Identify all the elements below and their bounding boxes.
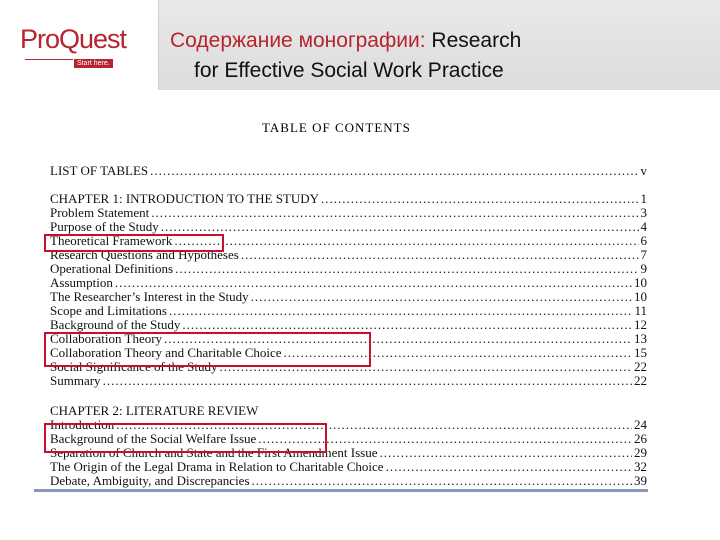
toc-entry-title: LIST OF TABLES <box>50 163 149 178</box>
toc-entry-title: Theoretical Framework <box>50 233 173 248</box>
toc-heading: TABLE OF CONTENTS <box>262 120 411 135</box>
toc-leader-dots <box>175 262 638 275</box>
toc-leader-dots <box>379 446 632 459</box>
logo-divider <box>25 59 73 60</box>
toc-entry-title: Operational Definitions <box>50 261 174 276</box>
toc-entry-page: 32 <box>634 459 647 474</box>
toc-leader-dots <box>151 206 638 219</box>
toc-entry-page: 15 <box>634 345 647 360</box>
toc-entry-title: Introduction <box>50 417 115 432</box>
toc-entry-page: 3 <box>640 205 647 220</box>
highlight-box <box>44 332 371 367</box>
toc-leader-dots <box>103 374 632 387</box>
toc-entry-title: Debate, Ambiguity, and Discrepancies <box>50 473 250 488</box>
toc-leader-dots <box>182 318 632 331</box>
toc-entry <box>50 460 647 473</box>
toc-entry-page: 29 <box>634 445 647 460</box>
toc-entry-title: Collaboration Theory <box>50 331 163 346</box>
toc-entry-title: The Researcher’s Interest in the Study <box>50 289 249 304</box>
toc-entry-page: 4 <box>640 219 647 234</box>
document-bottom-edge <box>34 489 648 492</box>
toc-leader-dots <box>241 248 639 261</box>
toc-entry-title: Social Significance of the Study <box>50 359 218 374</box>
toc-entry-title: Separation of Church and State and the First Amendment Issue <box>50 445 378 460</box>
toc-leader-dots <box>252 474 632 487</box>
proquest-logo <box>0 0 159 90</box>
toc-entry <box>50 262 647 275</box>
toc-entry <box>50 220 647 233</box>
highlight-box <box>44 234 224 252</box>
toc-entry-page: 1 <box>640 191 647 206</box>
toc-entry-title: Assumption <box>50 275 113 290</box>
toc-entry <box>50 404 647 417</box>
toc-entry-title: Scope and Limitations <box>50 303 167 318</box>
title-russian: Содержание монографии: <box>170 29 426 52</box>
toc-entry <box>50 474 647 487</box>
toc-entry <box>50 206 647 219</box>
toc-leader-dots <box>386 460 632 473</box>
toc-entry-title: Background of the Social Welfare Issue <box>50 431 257 446</box>
toc-entry-title: Summary <box>50 373 101 388</box>
toc-leader-dots <box>115 276 632 289</box>
toc-entry-title: Research Questions and Hypotheses <box>50 247 239 262</box>
logo-tagline: Start here. <box>74 59 113 68</box>
title-english-part1: Research <box>431 29 522 52</box>
toc-entry-title: CHAPTER 1: INTRODUCTION TO THE STUDY <box>50 191 320 206</box>
toc-entry-page: 22 <box>634 373 647 388</box>
toc-entry-page: 24 <box>634 417 647 432</box>
toc-entry-title: Problem Statement <box>50 205 150 220</box>
toc-entry-page: 11 <box>634 303 647 318</box>
toc-entry <box>50 276 647 289</box>
toc-entry <box>50 290 647 303</box>
toc-leader-dots <box>174 234 638 247</box>
toc-entry-title: Purpose of the Study <box>50 219 159 234</box>
toc-leader-dots <box>251 290 632 303</box>
toc-entry <box>50 318 647 331</box>
toc-entry-page: 7 <box>640 247 647 262</box>
toc-leader-dots <box>150 164 638 177</box>
toc-leader-dots <box>169 304 632 317</box>
toc-entry-title: Collaboration Theory and Charitable Choice <box>50 345 282 360</box>
toc-entry-page: 6 <box>640 233 647 248</box>
toc-entry-page: 13 <box>634 331 647 346</box>
toc-entry-page: 10 <box>634 289 647 304</box>
toc-entry-page: 39 <box>634 473 647 488</box>
highlight-box <box>44 423 327 453</box>
logo-text: ProQuest <box>20 24 127 54</box>
toc-entry-page: 22 <box>634 359 647 374</box>
toc-entry <box>50 164 647 177</box>
toc-leader-dots <box>161 220 639 233</box>
toc-entry-title: Background of the Study <box>50 317 181 332</box>
toc-entry-page: 26 <box>634 431 647 446</box>
toc-entry-title: CHAPTER 2: LITERATURE REVIEW <box>50 403 259 418</box>
toc-entry-title: The Origin of the Legal Drama in Relation to Charitable Choice <box>50 459 384 474</box>
slide-title <box>170 26 521 86</box>
toc-entry-page: v <box>640 163 647 178</box>
toc-entry <box>50 304 647 317</box>
toc-entry <box>50 192 647 205</box>
title-english-part2: for Effective Social Work Practice <box>194 59 504 82</box>
toc-leader-dots <box>321 192 638 205</box>
toc-entry-page: 10 <box>634 275 647 290</box>
toc-entry-page: 12 <box>634 317 647 332</box>
toc-entry-page: 9 <box>640 261 647 276</box>
toc-entry <box>50 374 647 387</box>
